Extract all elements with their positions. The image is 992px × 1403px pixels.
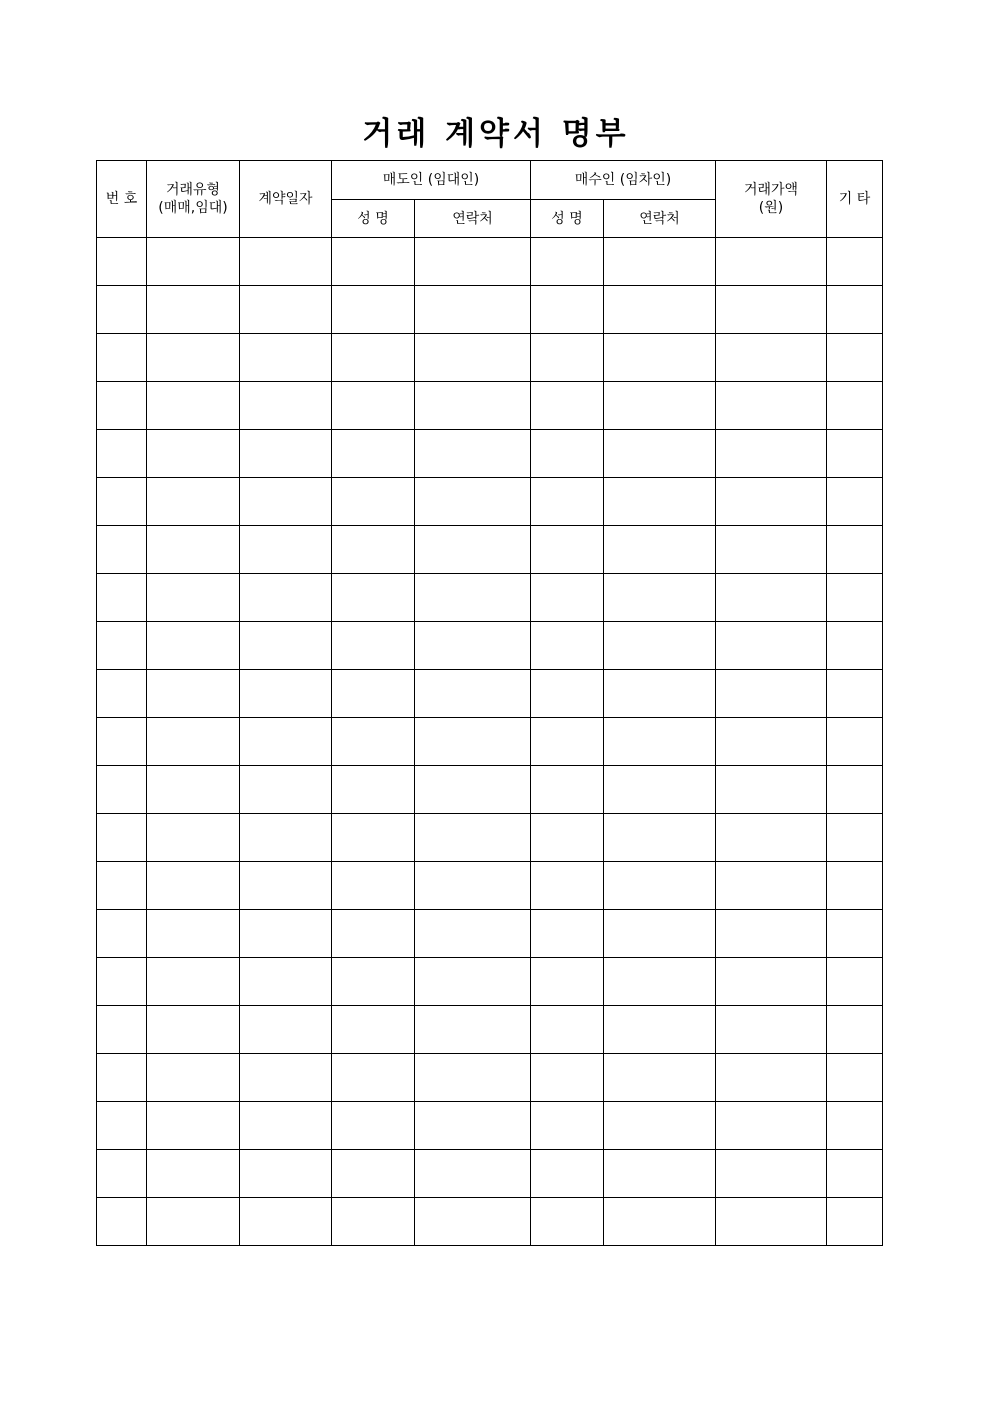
cell-seller-name[interactable] [332, 1102, 415, 1150]
table-row [97, 334, 883, 382]
cell-contract-date[interactable] [240, 814, 332, 862]
table-row [97, 286, 883, 334]
cell-buyer-name[interactable] [531, 718, 604, 766]
cell-buyer-name[interactable] [531, 382, 604, 430]
cell-buyer-contact[interactable] [604, 1054, 716, 1102]
cell-buyer-contact[interactable] [604, 1006, 716, 1054]
cell-number[interactable] [97, 910, 147, 958]
cell-amount[interactable] [716, 862, 827, 910]
table-row [97, 574, 883, 622]
table-row [97, 238, 883, 286]
cell-amount[interactable] [716, 1102, 827, 1150]
header-seller-contact: 연락처 [415, 200, 531, 238]
cell-remarks[interactable] [827, 814, 883, 862]
cell-deal-type[interactable] [147, 1150, 240, 1198]
cell-seller-name[interactable] [332, 430, 415, 478]
cell-buyer-contact[interactable] [604, 526, 716, 574]
cell-seller-contact[interactable] [415, 958, 531, 1006]
cell-seller-name[interactable] [332, 622, 415, 670]
cell-deal-type[interactable] [147, 1102, 240, 1150]
cell-remarks[interactable] [827, 574, 883, 622]
cell-number[interactable] [97, 574, 147, 622]
cell-seller-name[interactable] [332, 1006, 415, 1054]
cell-seller-contact[interactable] [415, 670, 531, 718]
cell-buyer-name[interactable] [531, 814, 604, 862]
table-row [97, 1198, 883, 1246]
cell-deal-type[interactable] [147, 670, 240, 718]
cell-number[interactable] [97, 286, 147, 334]
cell-deal-type[interactable] [147, 382, 240, 430]
cell-seller-name[interactable] [332, 910, 415, 958]
cell-deal-type[interactable] [147, 286, 240, 334]
cell-seller-contact[interactable] [415, 766, 531, 814]
cell-contract-date[interactable] [240, 238, 332, 286]
cell-deal-type[interactable] [147, 430, 240, 478]
cell-deal-type[interactable] [147, 1198, 240, 1246]
cell-seller-contact[interactable] [415, 238, 531, 286]
header-seller-name: 성 명 [332, 200, 415, 238]
cell-number[interactable] [97, 622, 147, 670]
cell-amount[interactable] [716, 1150, 827, 1198]
header-buyer-contact: 연락처 [604, 200, 716, 238]
cell-buyer-contact[interactable] [604, 478, 716, 526]
cell-remarks[interactable] [827, 718, 883, 766]
cell-buyer-contact[interactable] [604, 862, 716, 910]
cell-amount[interactable] [716, 622, 827, 670]
cell-seller-name[interactable] [332, 766, 415, 814]
cell-number[interactable] [97, 1198, 147, 1246]
cell-remarks[interactable] [827, 430, 883, 478]
cell-amount[interactable] [716, 334, 827, 382]
cell-deal-type[interactable] [147, 910, 240, 958]
cell-amount[interactable] [716, 430, 827, 478]
cell-contract-date[interactable] [240, 286, 332, 334]
table-row [97, 430, 883, 478]
cell-seller-name[interactable] [332, 958, 415, 1006]
cell-remarks[interactable] [827, 766, 883, 814]
cell-contract-date[interactable] [240, 670, 332, 718]
cell-number[interactable] [97, 862, 147, 910]
cell-deal-type[interactable] [147, 1006, 240, 1054]
cell-seller-contact[interactable] [415, 334, 531, 382]
cell-remarks[interactable] [827, 1102, 883, 1150]
header-buyer-name: 성 명 [531, 200, 604, 238]
cell-buyer-name[interactable] [531, 766, 604, 814]
cell-amount[interactable] [716, 574, 827, 622]
cell-number[interactable] [97, 1102, 147, 1150]
table-row [97, 478, 883, 526]
cell-deal-type[interactable] [147, 814, 240, 862]
cell-buyer-name[interactable] [531, 622, 604, 670]
cell-seller-name[interactable] [332, 1054, 415, 1102]
cell-number[interactable] [97, 1006, 147, 1054]
cell-seller-contact[interactable] [415, 286, 531, 334]
table-row [97, 862, 883, 910]
cell-remarks[interactable] [827, 286, 883, 334]
table-row [97, 958, 883, 1006]
cell-remarks[interactable] [827, 1054, 883, 1102]
cell-buyer-contact[interactable] [604, 430, 716, 478]
cell-remarks[interactable] [827, 334, 883, 382]
cell-number[interactable] [97, 718, 147, 766]
cell-number[interactable] [97, 766, 147, 814]
cell-seller-name[interactable] [332, 670, 415, 718]
cell-remarks[interactable] [827, 622, 883, 670]
cell-number[interactable] [97, 238, 147, 286]
cell-number[interactable] [97, 430, 147, 478]
cell-deal-type[interactable] [147, 238, 240, 286]
cell-contract-date[interactable] [240, 1006, 332, 1054]
cell-number[interactable] [97, 1054, 147, 1102]
cell-seller-contact[interactable] [415, 430, 531, 478]
cell-buyer-contact[interactable] [604, 1198, 716, 1246]
cell-seller-name[interactable] [332, 478, 415, 526]
header-buyer-group: 매수인 (임차인) [531, 161, 716, 200]
cell-number[interactable] [97, 958, 147, 1006]
cell-number[interactable] [97, 382, 147, 430]
cell-amount[interactable] [716, 382, 827, 430]
cell-seller-name[interactable] [332, 382, 415, 430]
table-body [97, 238, 883, 1246]
cell-seller-contact[interactable] [415, 622, 531, 670]
cell-buyer-contact[interactable] [604, 670, 716, 718]
cell-contract-date[interactable] [240, 622, 332, 670]
cell-amount[interactable] [716, 670, 827, 718]
table-row [97, 526, 883, 574]
cell-remarks[interactable] [827, 862, 883, 910]
cell-buyer-contact[interactable] [604, 238, 716, 286]
cell-contract-date[interactable] [240, 1102, 332, 1150]
cell-buyer-contact[interactable] [604, 718, 716, 766]
cell-seller-name[interactable] [332, 862, 415, 910]
table-row [97, 622, 883, 670]
cell-deal-type[interactable] [147, 574, 240, 622]
table-row [97, 670, 883, 718]
table-row [97, 382, 883, 430]
cell-remarks[interactable] [827, 958, 883, 1006]
cell-buyer-contact[interactable] [604, 334, 716, 382]
cell-contract-date[interactable] [240, 862, 332, 910]
cell-contract-date[interactable] [240, 1054, 332, 1102]
cell-contract-date[interactable] [240, 1198, 332, 1246]
cell-amount[interactable] [716, 286, 827, 334]
header-deal-type: 거래유형 (매매,임대) [147, 161, 240, 238]
cell-seller-contact[interactable] [415, 382, 531, 430]
cell-number[interactable] [97, 478, 147, 526]
cell-buyer-contact[interactable] [604, 766, 716, 814]
cell-amount[interactable] [716, 238, 827, 286]
table-row [97, 1102, 883, 1150]
table-row [97, 1054, 883, 1102]
cell-deal-type[interactable] [147, 478, 240, 526]
table-row [97, 1006, 883, 1054]
cell-seller-contact[interactable] [415, 718, 531, 766]
cell-seller-contact[interactable] [415, 1006, 531, 1054]
cell-number[interactable] [97, 334, 147, 382]
cell-contract-date[interactable] [240, 718, 332, 766]
header-amount: 거래가액 (원) [716, 161, 827, 238]
contract-register-table [96, 160, 883, 1246]
cell-contract-date[interactable] [240, 430, 332, 478]
cell-buyer-contact[interactable] [604, 286, 716, 334]
cell-remarks[interactable] [827, 1150, 883, 1198]
cell-seller-contact[interactable] [415, 526, 531, 574]
cell-buyer-name[interactable] [531, 910, 604, 958]
cell-buyer-name[interactable] [531, 1054, 604, 1102]
cell-contract-date[interactable] [240, 958, 332, 1006]
cell-buyer-name[interactable] [531, 1006, 604, 1054]
table-row [97, 910, 883, 958]
cell-number[interactable] [97, 526, 147, 574]
cell-seller-name[interactable] [332, 286, 415, 334]
cell-buyer-name[interactable] [531, 478, 604, 526]
cell-buyer-contact[interactable] [604, 382, 716, 430]
cell-seller-contact[interactable] [415, 1102, 531, 1150]
cell-contract-date[interactable] [240, 766, 332, 814]
page-title: 거래 계약서 명부 [362, 116, 630, 152]
cell-seller-contact[interactable] [415, 814, 531, 862]
cell-seller-name[interactable] [332, 526, 415, 574]
cell-contract-date[interactable] [240, 910, 332, 958]
cell-amount[interactable] [716, 766, 827, 814]
cell-buyer-contact[interactable] [604, 814, 716, 862]
cell-amount[interactable] [716, 1054, 827, 1102]
cell-buyer-name[interactable] [531, 1150, 604, 1198]
cell-contract-date[interactable] [240, 574, 332, 622]
table-row [97, 718, 883, 766]
cell-buyer-contact[interactable] [604, 1102, 716, 1150]
cell-buyer-name[interactable] [531, 286, 604, 334]
cell-buyer-contact[interactable] [604, 1150, 716, 1198]
cell-buyer-contact[interactable] [604, 958, 716, 1006]
cell-deal-type[interactable] [147, 526, 240, 574]
cell-buyer-name[interactable] [531, 574, 604, 622]
cell-seller-name[interactable] [332, 814, 415, 862]
cell-remarks[interactable] [827, 910, 883, 958]
cell-contract-date[interactable] [240, 334, 332, 382]
cell-seller-contact[interactable] [415, 1198, 531, 1246]
cell-remarks[interactable] [827, 478, 883, 526]
cell-deal-type[interactable] [147, 862, 240, 910]
cell-buyer-name[interactable] [531, 526, 604, 574]
cell-number[interactable] [97, 670, 147, 718]
table-row [97, 1150, 883, 1198]
cell-contract-date[interactable] [240, 382, 332, 430]
header-contract-date: 계약일자 [240, 161, 332, 238]
cell-contract-date[interactable] [240, 478, 332, 526]
cell-seller-contact[interactable] [415, 1150, 531, 1198]
cell-seller-name[interactable] [332, 238, 415, 286]
cell-buyer-name[interactable] [531, 238, 604, 286]
cell-amount[interactable] [716, 478, 827, 526]
cell-amount[interactable] [716, 1198, 827, 1246]
cell-amount[interactable] [716, 814, 827, 862]
table-row [97, 766, 883, 814]
cell-buyer-contact[interactable] [604, 622, 716, 670]
cell-remarks[interactable] [827, 526, 883, 574]
cell-seller-name[interactable] [332, 1150, 415, 1198]
cell-amount[interactable] [716, 1006, 827, 1054]
cell-buyer-name[interactable] [531, 334, 604, 382]
cell-seller-contact[interactable] [415, 910, 531, 958]
cell-seller-name[interactable] [332, 718, 415, 766]
cell-deal-type[interactable] [147, 766, 240, 814]
cell-remarks[interactable] [827, 382, 883, 430]
cell-seller-name[interactable] [332, 574, 415, 622]
cell-buyer-name[interactable] [531, 670, 604, 718]
cell-buyer-name[interactable] [531, 1198, 604, 1246]
cell-seller-name[interactable] [332, 334, 415, 382]
cell-seller-contact[interactable] [415, 1054, 531, 1102]
table-row [97, 814, 883, 862]
cell-seller-contact[interactable] [415, 478, 531, 526]
cell-amount[interactable] [716, 718, 827, 766]
cell-remarks[interactable] [827, 1006, 883, 1054]
cell-amount[interactable] [716, 526, 827, 574]
cell-buyer-name[interactable] [531, 430, 604, 478]
cell-buyer-contact[interactable] [604, 910, 716, 958]
cell-seller-contact[interactable] [415, 574, 531, 622]
cell-buyer-name[interactable] [531, 1102, 604, 1150]
cell-number[interactable] [97, 814, 147, 862]
cell-buyer-name[interactable] [531, 862, 604, 910]
cell-seller-name[interactable] [332, 1198, 415, 1246]
cell-seller-contact[interactable] [415, 862, 531, 910]
header-seller-group: 매도인 (임대인) [332, 161, 531, 200]
header-remarks: 기 타 [827, 161, 883, 238]
cell-deal-type[interactable] [147, 958, 240, 1006]
cell-amount[interactable] [716, 958, 827, 1006]
cell-deal-type[interactable] [147, 1054, 240, 1102]
cell-deal-type[interactable] [147, 718, 240, 766]
cell-buyer-name[interactable] [531, 958, 604, 1006]
cell-remarks[interactable] [827, 1198, 883, 1246]
cell-remarks[interactable] [827, 238, 883, 286]
cell-deal-type[interactable] [147, 622, 240, 670]
cell-deal-type[interactable] [147, 334, 240, 382]
cell-contract-date[interactable] [240, 1150, 332, 1198]
cell-contract-date[interactable] [240, 526, 332, 574]
cell-number[interactable] [97, 1150, 147, 1198]
header-number: 번 호 [97, 161, 147, 238]
cell-remarks[interactable] [827, 670, 883, 718]
cell-amount[interactable] [716, 910, 827, 958]
cell-buyer-contact[interactable] [604, 574, 716, 622]
